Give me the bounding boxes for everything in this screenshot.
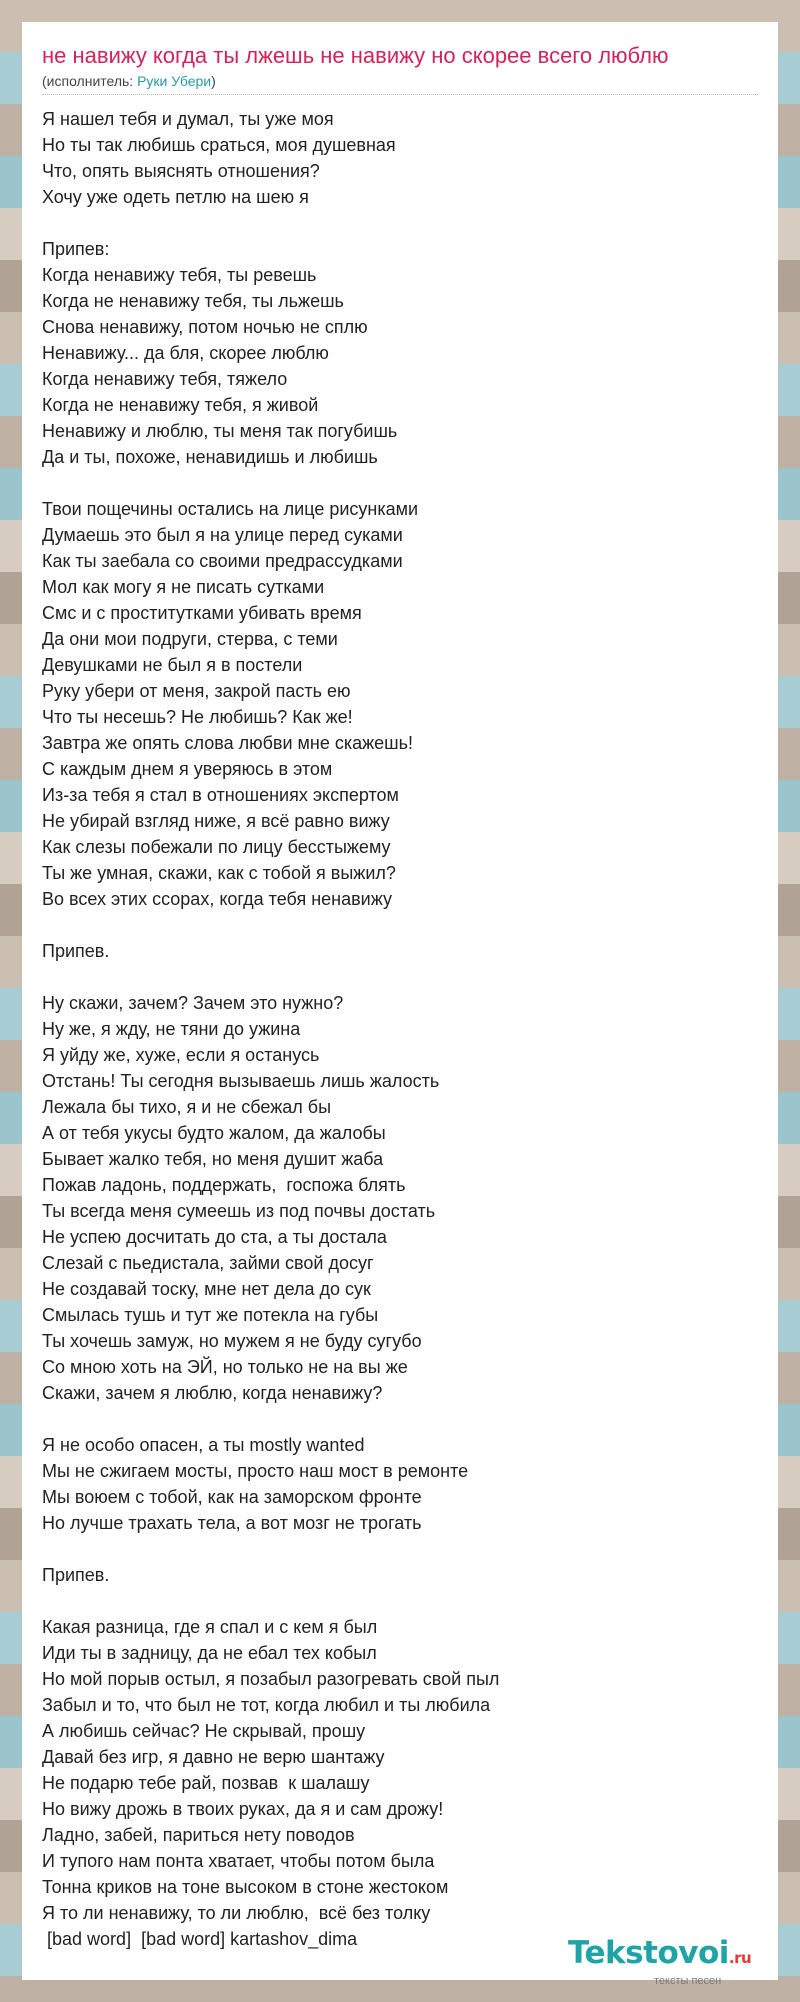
song-title: не навижу когда ты лжешь не навижу но скорее всего люблю: [42, 43, 669, 68]
artist-suffix: ): [211, 73, 216, 89]
lyrics-text: Я нашел тебя и думал, ты уже моя Но ты так любишь сраться, моя душевная Что, опять выяснять отношения? Хочу уже одеть петлю на шею я Припев: Когда ненавижу тебя, ты ревешь Когда не ненавижу тебя, ты льжешь Снова ненавижу, потом ночью не сплю Ненавижу... да бля, скорее люблю Когда ненавижу тебя, тяжело Когда не ненавижу тебя, я живой Ненавижу и люблю, ты меня так погубишь Да и ты, похоже, ненавидишь и любишь Твои пощечины остались на лице рисунками Думаешь это был я на улице перед суками Как ты заебала со своими предрассудками Мол как могу я не писать сутками Смс и с проститутками убивать время Да они мои подруги, стерва, с теми Девушками не был я в постели Руку убери от меня, закрой пасть ею Что ты несешь? Не любишь? Как же! Завтра же опять слова любви мне скажешь! С каждым днем я уверяюсь в этом Из-за тебя я стал в отношениях экспертом Не убирай взгляд ниже, я всё равно вижу Как слезы побежали по лицу бесстыжему Ты же умная, скажи, как с тобой я выжил? Во всех этих ссорах, когда тебя ненавижу Припев. Ну скажи, зачем? Зачем это нужно? Ну же, я жду, не тяни до ужина Я уйду же, хуже, если я останусь Отстань! Ты сегодня вызываешь лишь жалость Лежала бы тихо, я и не сбежал бы А от тебя укусы будто жалом, да жалобы Бывает жалко тебя, но меня душит жаба Пожав ладонь, поддержать, госпожа блять Ты всегда меня сумеешь из под почвы достать Не успею досчитать до ста, а ты достала Слезай с пьедистала, займи свой досуг Не создавай тоску, мне нет дела до сук Смылась тушь и тут же потекла на губы Ты хочешь замуж, но мужем я не буду сугубо Со мною хоть на ЭЙ, но только не на вы же Скажи, зачем я люблю, когда ненавижу? Я не особо опасен, а ты mostly wanted Мы не сжигаем мосты, просто наш мост в ремонте Мы воюем с тобой, как на заморском фронте Но лучше трахать тела, а вот мозг не трогать Припев. Какая разница, где я спал и с кем я был Иди ты в задницу, да не ебал тех кобыл Но мой порыв остыл, я позабыл разогревать свой пыл Забыл и то, что был не тот, когда любил и ты любила А любишь сейчас? Не скрывай, прошу Давай без игр, я давно не верю шантажу Не подарю тебе рай, позвав к шалашу Но вижу дрожь в твоих руках, да я и сам дрожу! Ладно, забей, париться нету поводов И тупого нам понта хватает, чтобы потом была Тонна криков на тоне высоком в стоне жестоком Я то ли ненавижу, то ли люблю, всё без толку [bad word] [bad word] kartashov_dima: [42, 109, 500, 1949]
site-logo[interactable]: [568, 1936, 768, 1987]
lyrics-card: [22, 22, 778, 1987]
logo-main-text: Tekstovoi: [568, 1935, 729, 1971]
artist-link[interactable]: Руки Убери: [137, 73, 212, 89]
artist-prefix: (исполнитель:: [42, 73, 138, 89]
logo-tld: .ru: [728, 1949, 752, 1967]
logo-subtitle: тексты песен: [654, 1975, 722, 1987]
song-header: [42, 42, 758, 95]
artist-line: [42, 72, 758, 95]
logo-wordmark: [568, 1936, 768, 1975]
